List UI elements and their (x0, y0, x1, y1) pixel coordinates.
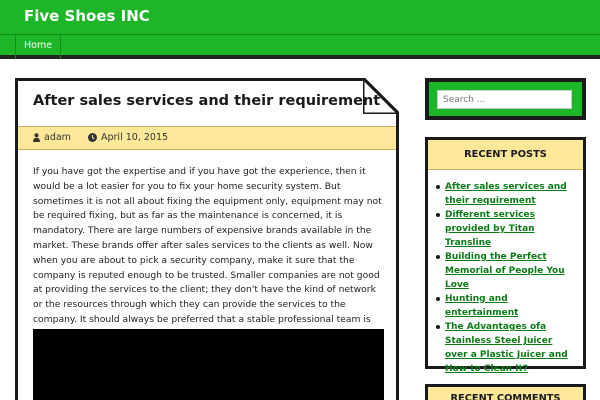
article-body: If you have got the expertise and if you have got the experience, then it would be a lot easier for you to fix your home security system. But sometimes it is not all about fixing the equipment only, equipment may not be required fixing, but as far as the maintenance is concerned, it is mandatory. There are large numbers of expensive brands available in the market. These brands offer after sales services to the clients as well. Now when you are about to pick a security company, make it sure that the company is reputed enough to be trusted. Smaller companies are not good at providing the services to the client; they don't have the kind of network or the resources through which they can provide the services to the company. It should always be preferred that a stable professional team is (33, 166, 382, 325)
main-nav (0, 34, 600, 59)
embedded-video[interactable] (33, 329, 384, 400)
list-item[interactable] (445, 320, 577, 376)
list-item[interactable] (445, 292, 577, 320)
recent-posts-widget (425, 137, 586, 374)
author-meta (33, 132, 71, 143)
recent-post-link[interactable]: Building the Perfect Memorial of People You Love (445, 252, 565, 290)
date-meta (88, 132, 168, 143)
nav-item-home[interactable]: Home (15, 35, 61, 59)
list-item[interactable] (445, 250, 577, 292)
recent-posts-title: RECENT POSTS (428, 140, 583, 170)
list-item[interactable] (445, 180, 577, 208)
recent-post-link[interactable]: The Advantages ofa Stainless Steel Juicer over a Plastic Juicer and How to Clean It? (445, 322, 568, 374)
clock-icon (88, 133, 97, 142)
search-input[interactable] (437, 90, 572, 109)
recent-comments-widget (425, 384, 586, 400)
site-title[interactable]: Five Shoes INC (24, 7, 150, 25)
recent-comments-title: RECENT COMMENTS (428, 387, 583, 400)
site-header (0, 0, 600, 34)
recent-post-link[interactable]: Hunting and entertainment (445, 294, 519, 318)
user-icon (33, 133, 40, 142)
list-item[interactable] (445, 208, 577, 250)
recent-posts-list (445, 180, 577, 376)
recent-post-link[interactable]: After sales services and their requirement (445, 182, 567, 206)
article-title[interactable]: After sales services and their requirement (33, 93, 381, 109)
search-widget (425, 78, 586, 120)
post-date-link[interactable]: April 10, 2015 (101, 132, 169, 143)
article-meta (18, 126, 396, 150)
article-card (15, 78, 399, 400)
author-link[interactable]: adam (44, 132, 71, 143)
recent-post-link[interactable]: Different services provided by Titan Transline (445, 210, 535, 248)
